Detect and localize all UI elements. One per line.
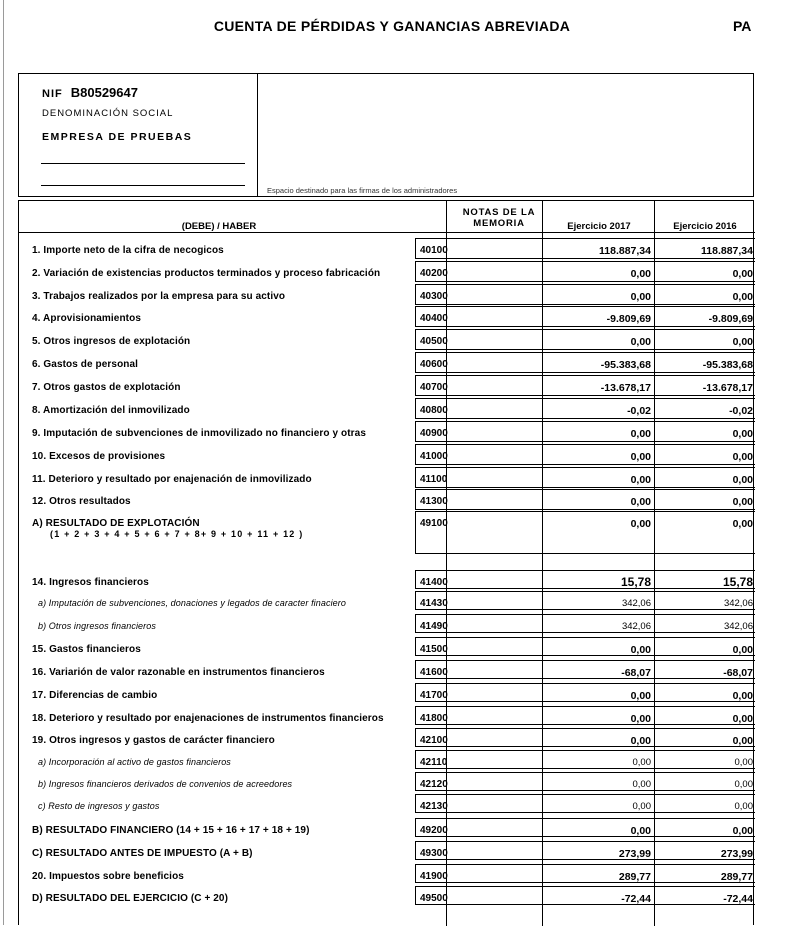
- row-value-2017: 0,00: [630, 644, 651, 656]
- row-label: 1. Importe neto de la cifra de necogicos: [32, 245, 224, 256]
- row-value-2017: 342,06: [621, 598, 651, 609]
- row-code: 41100: [420, 474, 448, 485]
- page-title: CUENTA DE PÉRDIDAS Y GANANCIAS ABREVIADA: [213, 18, 571, 34]
- row-value-2016: 0,00: [732, 428, 753, 440]
- row-value-2017: 0,00: [630, 690, 651, 702]
- row-cells-box: [415, 329, 755, 350]
- row-code: 41000: [420, 451, 448, 462]
- year1-column-header: Ejercicio 2017: [567, 221, 631, 232]
- row-value-2017: 0,00: [630, 268, 651, 280]
- row-value-2017: 0,00: [630, 518, 651, 530]
- row-value-2016: -0,02: [729, 405, 753, 417]
- row-label: A) RESULTADO DE EXPLOTACIÓN: [32, 518, 200, 529]
- row-cells-box: [415, 238, 755, 259]
- row-code: 42130: [420, 801, 448, 812]
- row-cells-box: [415, 864, 755, 883]
- signatures-note: Espacio destinado para las firmas de los administradores: [267, 186, 458, 195]
- row-value-2016: 118.887,34: [701, 245, 753, 257]
- row-label: 5. Otros ingresos de explotación: [32, 336, 191, 347]
- row-label: C) RESULTADO ANTES DE IMPUESTO (A + B): [32, 848, 253, 859]
- row-cells-box: [415, 660, 755, 679]
- row-cells-box: [415, 467, 755, 488]
- row-code: 40500: [420, 336, 448, 347]
- row-cells-box: [415, 683, 755, 702]
- row-value-2016: 0,00: [732, 268, 753, 280]
- page-left-border: [3, 0, 4, 925]
- row-label: 19. Otros ingresos y gastos de carácter financiero: [32, 735, 275, 746]
- row-label: 8. Amortización del inmovilizado: [32, 405, 190, 416]
- row-value-2016: 0,00: [732, 336, 753, 348]
- nif-label: NIF: [42, 88, 63, 100]
- signature-line: [41, 163, 245, 164]
- row-label: D) RESULTADO DEL EJERCICIO (C + 20): [32, 893, 229, 904]
- row-cells-box: [415, 818, 755, 837]
- row-code: 40300: [420, 291, 448, 302]
- row-value-2016: 0,00: [732, 735, 753, 747]
- row-label: 12. Otros resultados: [32, 496, 131, 507]
- row-value-2017: 0,00: [632, 779, 651, 790]
- row-label: 6. Gastos de personal: [32, 359, 139, 370]
- row-value-2016: 15,78: [722, 575, 753, 589]
- row-value-2016: -13.678,17: [702, 382, 753, 394]
- company-header-box: [18, 73, 754, 197]
- row-label: b) Otros ingresos financieros: [38, 621, 156, 631]
- row-value-2017: 342,06: [621, 621, 651, 632]
- row-label: 2. Variación de existencias productos terminados y proceso fabricación: [32, 268, 381, 279]
- row-code: 42110: [420, 757, 448, 768]
- row-value-2016: 0,00: [734, 757, 753, 768]
- row-cells-box: [415, 375, 755, 396]
- row-value-2016: 342,06: [723, 598, 753, 609]
- nif-line: [42, 85, 138, 100]
- row-cells-box: [415, 398, 755, 419]
- row-cells-box: [415, 591, 755, 610]
- denominacion-label: DENOMINACIÓN SOCIAL: [42, 108, 174, 119]
- row-value-2016: 342,06: [723, 621, 753, 632]
- row-code: 49500: [420, 893, 448, 904]
- row-cells-box: [415, 489, 755, 510]
- row-cells-box: [415, 570, 755, 589]
- row-cells-box: [415, 421, 755, 442]
- row-value-2017: 0,00: [630, 336, 651, 348]
- row-value-2017: -68,07: [621, 667, 651, 679]
- row-label: 11. Deterioro y resultado por enajenación de inmovilizado: [32, 474, 312, 485]
- row-code: 40800: [420, 405, 448, 416]
- row-value-2017: 0,00: [630, 451, 651, 463]
- row-value-2017: 118.887,34: [599, 245, 651, 257]
- row-value-2017: 0,00: [630, 291, 651, 303]
- row-code: 41400: [420, 577, 448, 588]
- row-cells-box: [415, 706, 755, 725]
- row-value-2016: 289,77: [720, 871, 753, 883]
- row-label: 9. Imputación de subvenciones de inmovilizado no financiero y otras: [32, 428, 366, 439]
- row-code: 49100: [420, 518, 448, 529]
- row-value-2017: 0,00: [630, 428, 651, 440]
- row-value-2016: 0,00: [732, 291, 753, 303]
- row-value-2016: 0,00: [732, 496, 753, 508]
- header-divider: [257, 74, 258, 196]
- results-table: [18, 200, 754, 925]
- row-value-2017: -72,44: [621, 893, 651, 905]
- row-value-2017: -9.809,69: [606, 313, 651, 325]
- row-label: b) Ingresos financieros derivados de convenios de acreedores: [38, 779, 293, 789]
- row-label: 16. Variarión de valor razonable en instrumentos financieros: [32, 667, 325, 678]
- row-value-2016: 0,00: [734, 801, 753, 812]
- row-label: c) Resto de ingresos y gastos: [38, 801, 160, 811]
- row-code: 49200: [420, 825, 448, 836]
- row-cells-box: [415, 750, 755, 769]
- row-cells-box: [415, 886, 755, 905]
- model-code: PA: [733, 18, 752, 34]
- row-cells-box: [415, 637, 755, 656]
- row-label: 7. Otros gastos de explotación: [32, 382, 181, 393]
- row-value-2016: -95.383,68: [702, 359, 753, 371]
- row-code: 40400: [420, 313, 448, 324]
- year2-column-header: Ejercicio 2016: [673, 221, 737, 232]
- row-cells-box: [415, 306, 755, 327]
- row-label: a) Imputación de subvenciones, donaciones y legados de caracter finaciero: [38, 598, 346, 608]
- row-value-2017: 15,78: [620, 575, 651, 589]
- concept-column-header: (DEBE) / HABER: [181, 221, 257, 232]
- row-cells-box: [415, 728, 755, 747]
- row-code: 41490: [420, 621, 448, 632]
- row-value-2016: 0,00: [732, 690, 753, 702]
- header-underline: [19, 232, 755, 233]
- row-cells-box: [415, 444, 755, 465]
- row-value-2017: -0,02: [627, 405, 651, 417]
- row-value-2016: -9.809,69: [708, 313, 753, 325]
- row-value-2017: 273,99: [618, 848, 651, 860]
- row-label: 4. Aprovisionamientos: [32, 313, 141, 324]
- row-value-2017: -95.383,68: [600, 359, 651, 371]
- row-code: 41700: [420, 690, 448, 701]
- row-value-2016: 0,00: [732, 474, 753, 486]
- row-value-2016: 0,00: [732, 518, 753, 530]
- row-value-2016: 0,00: [732, 825, 753, 837]
- row-code: 42120: [420, 779, 448, 790]
- row-label: 14. Ingresos financieros: [32, 577, 149, 588]
- row-code: 40100: [420, 245, 448, 256]
- row-cells-box: [415, 511, 755, 554]
- row-label: 10. Excesos de provisiones: [32, 451, 166, 462]
- row-cells-box: [415, 794, 755, 813]
- row-cells-box: [415, 772, 755, 791]
- row-value-2016: 0,00: [732, 644, 753, 656]
- row-label: 15. Gastos financieros: [32, 644, 141, 655]
- row-label: a) Incorporación al activo de gastos financieros: [38, 757, 231, 767]
- row-label: B) RESULTADO FINANCIERO (14 + 15 + 16 + 17 + 18 + 19): [32, 825, 310, 836]
- row-code: 41600: [420, 667, 448, 678]
- row-value-2017: 0,00: [630, 735, 651, 747]
- company-name: EMPRESA DE PRUEBAS: [42, 131, 193, 143]
- row-value-2017: 289,77: [618, 871, 651, 883]
- row-label: 20. Impuestos sobre beneficios: [32, 871, 184, 882]
- row-value-2016: 0,00: [732, 451, 753, 463]
- row-label: 18. Deterioro y resultado por enajenaciones de instrumentos financieros: [32, 713, 384, 724]
- row-code: 41300: [420, 496, 448, 507]
- row-value-2017: -13.678,17: [600, 382, 651, 394]
- row-value-2016: -72,44: [723, 893, 753, 905]
- row-formula: (1 + 2 + 3 + 4 + 5 + 6 + 7 + 8+ 9 + 10 + 11 + 12 ): [50, 529, 304, 539]
- row-code: 41430: [420, 598, 448, 609]
- row-value-2017: 0,00: [630, 474, 651, 486]
- row-value-2017: 0,00: [630, 496, 651, 508]
- row-label: 17. Diferencias de cambio: [32, 690, 158, 701]
- row-code: 40900: [420, 428, 448, 439]
- row-value-2016: 273,99: [720, 848, 753, 860]
- row-cells-box: [415, 261, 755, 282]
- row-code: 40200: [420, 268, 448, 279]
- signature-line: [41, 185, 245, 186]
- notes-column-header: NOTAS DE LA MEMORIA: [462, 207, 536, 229]
- row-value-2017: 0,00: [632, 757, 651, 768]
- row-value-2017: 0,00: [630, 713, 651, 725]
- row-cells-box: [415, 614, 755, 633]
- row-code: 41900: [420, 871, 448, 882]
- row-code: 41800: [420, 713, 448, 724]
- row-cells-box: [415, 352, 755, 373]
- row-cells-box: [415, 841, 755, 860]
- row-value-2017: 0,00: [630, 825, 651, 837]
- row-value-2016: 0,00: [734, 779, 753, 790]
- row-value-2016: -68,07: [723, 667, 753, 679]
- row-code: 41500: [420, 644, 448, 655]
- row-cells-box: [415, 284, 755, 305]
- row-code: 49300: [420, 848, 448, 859]
- row-code: 42100: [420, 735, 448, 746]
- row-value-2017: 0,00: [632, 801, 651, 812]
- nif-value: B80529647: [70, 85, 138, 100]
- row-code: 40600: [420, 359, 448, 370]
- row-code: 40700: [420, 382, 448, 393]
- row-label: 3. Trabajos realizados por la empresa para su activo: [32, 291, 286, 302]
- row-value-2016: 0,00: [732, 713, 753, 725]
